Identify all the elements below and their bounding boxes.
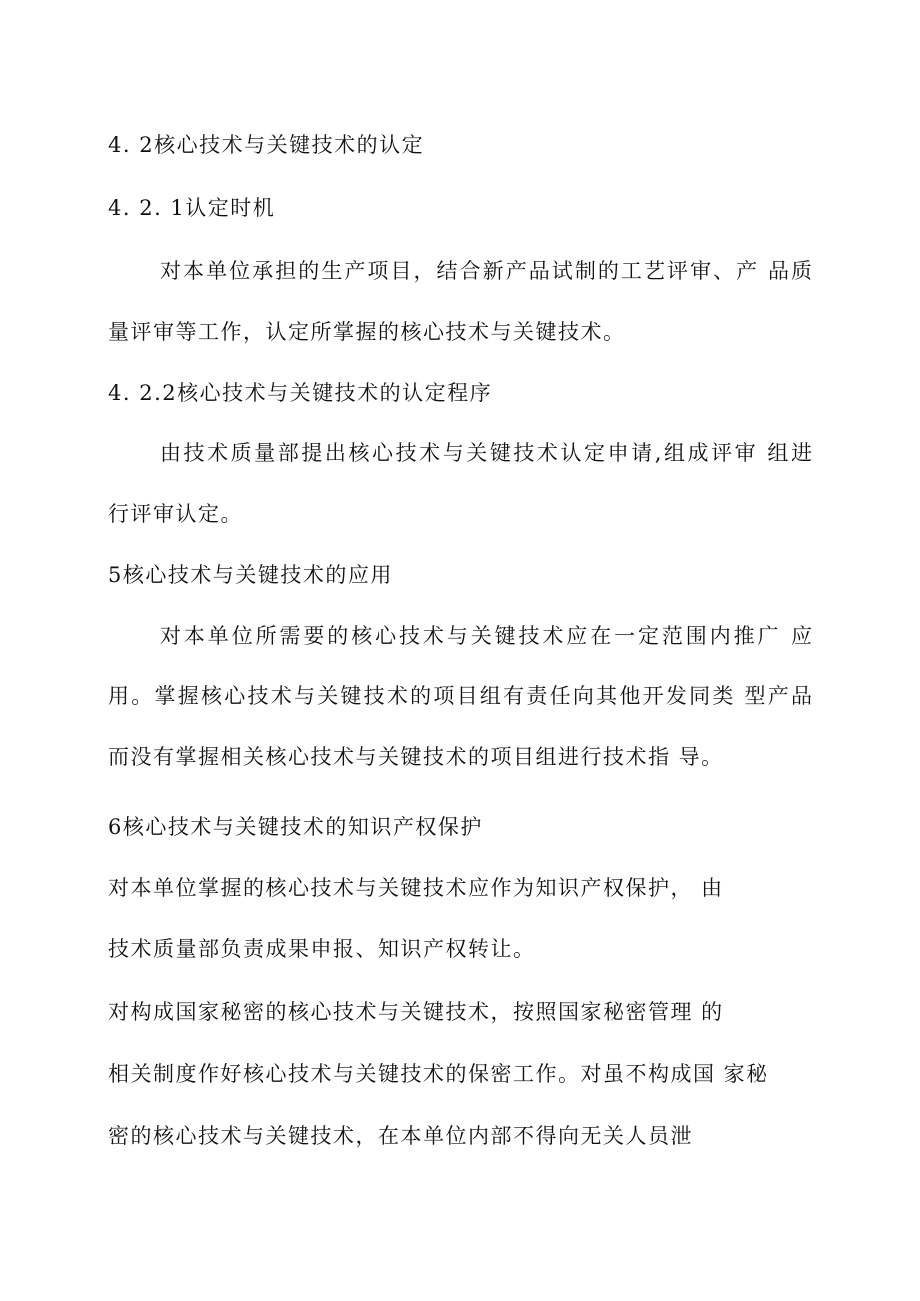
heading-4-2-1: 4. 2. 1认定时机 — [108, 196, 276, 220]
paragraph-line: 对本单位承担的生产项目，结合新产品试制的工艺评审、产 品质 — [160, 259, 812, 283]
paragraph-line: 由技术质量部提出核心技术与关键技术认定申请,组成评审 组进 — [160, 441, 812, 465]
heading-6: 6核心技术与关键技术的知识产权保护 — [108, 815, 483, 839]
paragraph-line: 而没有掌握相关核心技术与关键技术的项目组进行技术指 导。 — [108, 745, 724, 769]
paragraph-line: 行评审认定。 — [108, 502, 243, 526]
paragraph-line: 对构成国家秘密的核心技术与关键技术，按照国家秘密管理 的 — [108, 1000, 724, 1024]
paragraph-line: 密的核心技术与关键技术，在本单位内部不得向无关人员泄 — [108, 1124, 693, 1148]
paragraph-line: 对本单位所需要的核心技术与关键技术应在一定范围内推广 应 — [160, 624, 812, 648]
paragraph-line: 用。掌握核心技术与关键技术的项目组有责任向其他开发同类 型产品 — [108, 684, 812, 708]
heading-5: 5核心技术与关键技术的应用 — [108, 563, 393, 587]
paragraph-line: 量评审等工作，认定所掌握的核心技术与关键技术。 — [108, 320, 626, 344]
heading-4-2: 4. 2核心技术与关键技术的认定 — [108, 133, 425, 157]
paragraph-line: 技术质量部负责成果申报、知识产权转让。 — [108, 937, 536, 961]
heading-4-2-2: 4. 2.2核心技术与关键技术的认定程序 — [108, 381, 493, 405]
paragraph-line: 对本单位掌握的核心技术与关键技术应作为知识产权保护， 由 — [108, 876, 724, 900]
paragraph-line: 相关制度作好核心技术与关键技术的保密工作。对虽不构成国 家秘 — [108, 1062, 769, 1086]
